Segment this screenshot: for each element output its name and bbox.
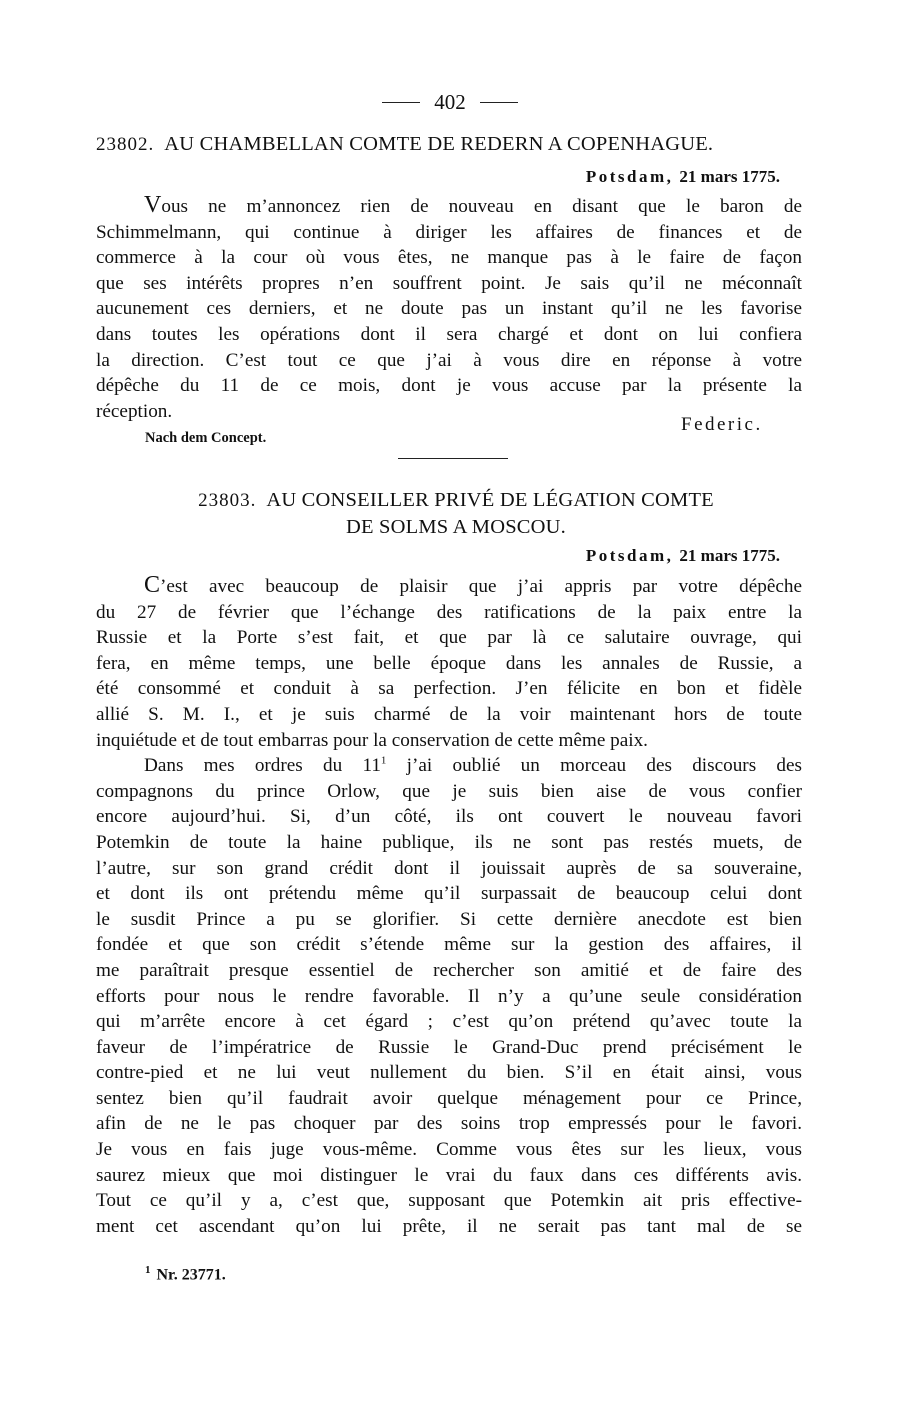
paragraph-2-line: ment cet ascendant qu’on lui prête, il ne serait pas tant mal de se — [96, 1215, 802, 1237]
letter-2-addressee-line-1: AU CONSEILLER PRIVÉ DE LÉGATION COMTE — [266, 489, 714, 511]
initial-letter: V — [144, 192, 162, 218]
letter-1-heading — [96, 131, 816, 158]
letter-2-dateline — [586, 546, 780, 566]
letter-1-line: dépêche du 11 de ce mois, dont je vous accuse par la présente la — [96, 375, 802, 397]
initial-letter: C — [144, 572, 161, 598]
paragraph-2-line: afin de ne le pas choquer par des soins trop empressés pour le favori. — [96, 1113, 802, 1135]
letter-1-line: Schimmelmann, qui continue à diriger les affaires de finances et de — [96, 221, 802, 243]
page-header — [0, 88, 900, 116]
letter-1-line: commerce à la cour où vous êtes, ne manque pas à le faire de façon — [96, 247, 802, 269]
letter-1-line: aucunement ces derniers, et ne doute pas un instant qu’il ne les favorise — [96, 298, 802, 320]
letter-1-number: 23802. — [96, 134, 155, 155]
letter-1-line: réception. — [96, 400, 173, 422]
paragraph-2-line — [96, 753, 802, 779]
letter-1-dateline — [586, 167, 780, 187]
letter-2-place: Potsdam, — [585, 546, 674, 565]
letter-2-heading-line-1 — [96, 487, 816, 514]
paragraph-2-text: j’ai oublié un morceau des discours des — [386, 755, 802, 777]
paragraph-2-line: faveur de l’impératrice de Russie le Grand-Duc prend précisément le — [96, 1036, 802, 1058]
letter-1-line: la direction. C’est tout ce que j’ai à vous dire en réponse à votre — [96, 349, 802, 371]
paragraph-2-line: qui m’arrête encore à cet égard ; c’est qu’on prétend qu’avec toute la — [96, 1011, 802, 1033]
footnote — [145, 1264, 226, 1284]
letter-2-body — [96, 573, 802, 1239]
paragraph-2-line: et dont ils ont prétendu même qu’il surpassait de beaucoup celui dont — [96, 883, 802, 905]
letter-2-addressee-line-2: DE SOLMS A MOSCOU. — [345, 516, 567, 538]
paragraph-1-line: inquiétude et de tout embarras pour la conservation de cette même paix. — [96, 729, 648, 751]
header-rule-left — [382, 102, 420, 103]
paragraph-1-line: allié S. M. I., et je suis charmé de la voir maintenant hors de toute — [96, 703, 802, 725]
paragraph-1-line: du 27 de février que l’échange des ratifications de la paix entre la — [96, 601, 802, 623]
letter-1-line: que ses intérêts propres n’en souffrent point. Je sais qu’il ne méconnaît — [96, 272, 802, 294]
paragraph-2-line: efforts pour nous le rendre favorable. Il n’y a qu’une seule considération — [96, 985, 802, 1007]
paragraph-2-line: contre-pied et ne lui veut nullement du bien. S’il en était ainsi, vous — [96, 1062, 802, 1084]
footnote-reference: 1 — [380, 754, 387, 767]
letter-1-body — [96, 193, 802, 424]
paragraph-1-line: été consommé et conduit à sa perfection. J’en félicite en bon et fidèle — [96, 678, 802, 700]
paragraph-2-line: me paraîtrait presque essentiel de rechercher son amitié et de faire des — [96, 959, 802, 981]
paragraph-2-text: Dans mes ordres du 11 — [144, 755, 381, 777]
paragraph-2-line: encore aujourd’hui. Si, d’un côté, ils ont couvert le nouveau favori — [96, 806, 802, 828]
paragraph-1-line: C’est avec beaucoup de plaisir que j’ai appris par votre dépêche — [144, 572, 802, 598]
footnote-mark: 1 — [145, 1264, 151, 1276]
letter-1-line: Vous ne m’annoncez rien de nouveau en disant que le baron de — [144, 192, 802, 218]
paragraph-2-line: l’autre, sur son grand crédit dont il jouissait auprès de sa souveraine, — [96, 857, 802, 879]
paragraph-1-line: Russie et la Porte s’est fait, et que par là ce salutaire ouvrage, qui — [96, 627, 802, 649]
letter-2-heading — [96, 487, 816, 540]
paragraph-2-line: le susdit Prince a pu se glorifier. Si cette dernière anecdote est bien — [96, 908, 802, 930]
footnote-text: Nr. 23771. — [156, 1266, 226, 1284]
letter-1-line: dans toutes les opérations dont il sera chargé et dont on lui confiera — [96, 323, 802, 345]
letter-1-date: 21 mars 1775. — [679, 167, 780, 186]
letter-1-source-note: Nach dem Concept. — [145, 430, 267, 446]
paragraph-2-line: Potemkin de toute la haine publique, ils ne sont pas restés muets, de — [96, 831, 802, 853]
paragraph-2-line: compagnons du prince Orlow, que je suis bien aise de vous confier — [96, 780, 802, 802]
paragraph-2-line: fondée et que son crédit s’étende même sur la gestion des affaires, il — [96, 934, 802, 956]
paragraph-2-line: sentez bien qu’il faudrait avoir quelque ménagement pour ce Prince, — [96, 1087, 802, 1109]
letter-2-date: 21 mars 1775. — [679, 546, 780, 565]
letter-1-addressee: AU CHAMBELLAN COMTE DE REDERN A COPENHAGUE. — [164, 133, 714, 155]
header-rule-right — [480, 102, 518, 103]
letter-1-place: Potsdam, — [585, 167, 674, 186]
paragraph-2-line: Je vous en fais juge vous-même. Comme vous êtes sur les lieux, vous — [96, 1139, 802, 1161]
letter-separator — [398, 458, 508, 459]
letter-1-signature: Federic. — [681, 414, 763, 435]
paragraph-1-line: fera, en même temps, une belle époque dans les annales de Russie, a — [96, 652, 802, 674]
page-number: 402 — [434, 89, 466, 114]
letter-2-number: 23803. — [198, 490, 257, 511]
paragraph-2-line: saurez mieux que moi distinguer le vrai du faux dans ces différents avis. — [96, 1164, 802, 1186]
paragraph-2-line: Tout ce qu’il y a, c’est que, supposant que Potemkin ait pris effective- — [96, 1190, 802, 1212]
